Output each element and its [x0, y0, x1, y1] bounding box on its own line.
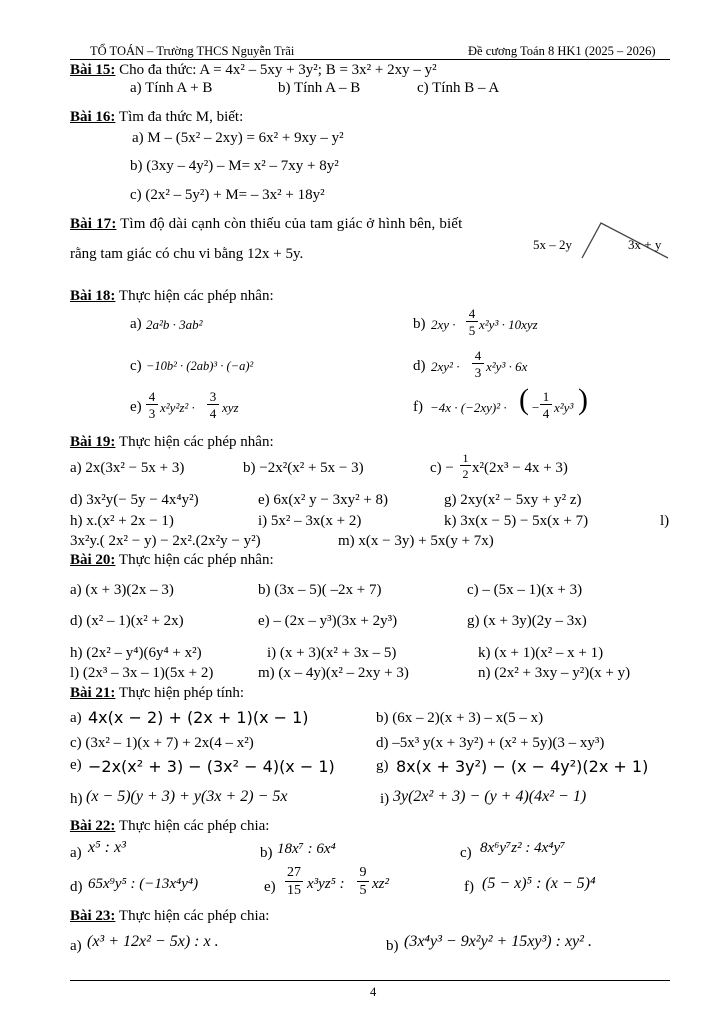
- bai18-text: Thực hiện các phép nhân:: [115, 288, 274, 304]
- bai21-g: 8x(x + 3y²) − (x − 4y²)(2x + 1): [396, 757, 649, 776]
- bai18-d-label: d): [413, 358, 426, 374]
- bai18-e-den2: 4: [209, 406, 217, 421]
- bai20-c: c) – (5x – 1)(x + 3): [467, 582, 583, 598]
- bai20-text: Thực hiện các phép nhân:: [115, 552, 274, 568]
- bai21-heading: [70, 685, 244, 702]
- bai18-d-den: 3: [474, 365, 482, 380]
- bai18-b-label: b): [413, 316, 426, 332]
- bai18-b-pre: 2xy ·: [431, 317, 456, 332]
- triangle-side-left: 5x – 2y: [533, 237, 572, 252]
- triangle-figure: [525, 212, 675, 272]
- bai18-f-num: 1: [540, 390, 552, 405]
- bai18-f-lparen: (: [519, 383, 529, 416]
- bai23-a: (x³ + 12x² − 5x) : x .: [87, 933, 219, 950]
- bai18-d-pre: 2xy² ·: [431, 359, 460, 374]
- bai18-f-rparen: ): [578, 383, 588, 416]
- bai22-e-mid: x³yz⁵ :: [307, 876, 345, 892]
- bai23-heading: [70, 908, 269, 925]
- bai22-b: 18x⁷ : 6x⁴: [277, 841, 336, 857]
- bai19-k: k) 3x(x − 5) − 5x(x + 7): [444, 513, 589, 529]
- bai20-l: l) (2x³ – 3x – 1)(5x + 2): [70, 665, 214, 681]
- page-number: 4: [370, 985, 377, 999]
- footer-rule: [70, 980, 670, 981]
- bai21-text: Thực hiện phép tính:: [115, 685, 245, 701]
- bai22-e-frac1: [285, 866, 303, 898]
- bai22-f-label: f): [464, 879, 474, 895]
- triangle-side-right: 3x + y: [628, 237, 662, 252]
- bai18-a-label: a): [130, 316, 142, 332]
- bai18-e-mid: x²y²z² ·: [160, 400, 195, 415]
- bai23-b: (3x⁴y³ − 9x²y² + 15xy³) : xy² .: [404, 933, 592, 950]
- bai16-b: b) (3xy – 4y²) – M= x² – 7xy + 8y²: [130, 158, 339, 174]
- bai19-heading: [70, 434, 274, 451]
- bai18-c: −10b² · (2ab)³ · (−a)²: [146, 359, 254, 373]
- bai18-b-den: 5: [468, 323, 476, 338]
- bai18-f-den: 4: [542, 406, 550, 421]
- bai18-d-frac: [472, 349, 484, 379]
- bai15-a: a) Tính A + B: [130, 80, 213, 96]
- bai18-f-frac: [540, 390, 552, 420]
- bai19-b: b) −2x²(x² + 5x − 3): [243, 460, 364, 476]
- bai18-e-num2: 3: [207, 390, 219, 405]
- bai20-g: g) (x + 3y)(2y – 3x): [467, 613, 587, 629]
- bai21-i-label: i): [380, 791, 390, 807]
- bai22-e-den2: 5: [359, 883, 367, 898]
- bai20-title: Bài 20:: [70, 552, 116, 568]
- bai18-title: Bài 18:: [70, 288, 116, 304]
- bai20-d: d) (x² – 1)(x² + 2x): [70, 613, 184, 629]
- bai15-text: Cho đa thức: A = 4x² – 5xy + 3y²; B = 3x² + 2xy – y²: [115, 62, 437, 78]
- bai22-a-label: a): [70, 845, 82, 861]
- bai15-title: Bài 15:: [70, 62, 116, 78]
- bai21-title: Bài 21:: [70, 685, 116, 701]
- bai21-h-label: h): [70, 791, 83, 807]
- bai21-g-label: g): [376, 758, 389, 774]
- bai19-c-pre: c) −: [430, 460, 454, 476]
- bai21-b: b) (6x – 2)(x + 3) – x(5 – x): [376, 710, 544, 726]
- bai15-b: b) Tính A – B: [278, 80, 361, 96]
- bai18-e-frac1: [146, 390, 158, 420]
- bai19-m: m) x(x − 3y) + 5x(y + 7x): [338, 533, 494, 549]
- bai22-e-label: e): [264, 879, 276, 895]
- bai20-a: a) (x + 3)(2x – 3): [70, 582, 174, 598]
- bai22-d-label: d): [70, 879, 83, 895]
- bai20-k: k) (x + 1)(x² – x + 1): [478, 645, 604, 661]
- bai22-b-label: b): [260, 845, 273, 861]
- bai18-b-frac: [466, 307, 478, 337]
- bai18-heading: [70, 288, 274, 305]
- bai22-d: 65x⁹y⁵ : (−13x⁴y⁴): [88, 876, 199, 892]
- bai21-a: 4x(x − 2) + (2x + 1)(x − 1): [88, 708, 309, 727]
- bai19-d: d) 3x²y(− 5y − 4x⁴y²): [70, 492, 199, 508]
- bai16-a: a) M – (5x² – 2xy) = 6x² + 9xy – y²: [132, 130, 344, 146]
- bai19-c-frac: [460, 452, 471, 480]
- bai18-f-label: f): [413, 399, 423, 415]
- bai21-e: −2x(x² + 3) − (3x² − 4)(x − 1): [88, 757, 335, 776]
- bai19-l: 3x²y.( 2x² − y) − 2x².(2x²y − y²): [70, 533, 261, 549]
- bai18-d-post: x²y³ · 6x: [486, 359, 528, 374]
- bai17-text1: Tìm độ dài cạnh còn thiếu của tam giác ở hình bên, biết: [116, 216, 463, 232]
- bai18-e-label: e): [130, 399, 142, 415]
- bai22-f: (5 − x)⁵ : (x − 5)⁴: [482, 875, 596, 892]
- bai19-h: h) x.(x² + 2x − 1): [70, 513, 174, 529]
- bai20-heading: [70, 552, 274, 569]
- bai22-title: Bài 22:: [70, 818, 116, 834]
- bai19-title: Bài 19:: [70, 434, 116, 450]
- bai16-c: c) (2x² – 5y²) + M= – 3x² + 18y²: [130, 187, 325, 203]
- bai19-e: e) 6x(x² y − 3xy² + 8): [258, 492, 389, 508]
- bai18-b-num: 4: [466, 307, 478, 322]
- header-right: Đề cương Toán 8 HK1 (2025 – 2026): [468, 44, 656, 58]
- bai18-b-post: x²y³ · 10xyz: [479, 317, 538, 332]
- bai18-f-sign: −: [531, 400, 540, 415]
- bai21-i: 3y(2x² + 3) − (y + 4)(4x² − 1): [393, 788, 587, 805]
- bai20-h: h) (2x² – y⁴)(6y⁴ + x²): [70, 645, 202, 661]
- bai21-e-label: e): [70, 757, 82, 773]
- bai21-d: d) –5x³ y(x + 3y²) + (x² + 5y)(3 – xy³): [376, 735, 605, 751]
- bai17-line1: [70, 216, 462, 233]
- bai23-a-label: a): [70, 938, 82, 954]
- bai19-l-label: l): [660, 513, 670, 529]
- bai16-heading: [70, 109, 243, 126]
- bai19-g: g) 2xy(x² − 5xy + y² z): [444, 492, 582, 508]
- bai20-i: i) (x + 3)(x² + 3x – 5): [267, 645, 397, 661]
- bai18-e-post: xyz: [222, 400, 239, 415]
- bai17-line2: rằng tam giác có chu vi bằng 12x + 5y.: [70, 246, 304, 262]
- bai22-a: x⁵ : x³: [88, 839, 126, 856]
- bai18-c-label: c): [130, 358, 142, 374]
- bai22-c: 8x⁶y⁷z² : 4x⁴y⁷: [480, 840, 566, 856]
- bai22-c-label: c): [460, 845, 472, 861]
- bai16-text: Tìm đa thức M, biết:: [115, 109, 244, 125]
- bai21-h: (x − 5)(y + 3) + y(3x + 2) − 5x: [86, 788, 288, 805]
- bai22-heading: [70, 818, 269, 835]
- bai23-text: Thực hiện các phép chia:: [115, 908, 270, 924]
- bai22-e-num2: 9: [357, 866, 369, 882]
- bai18-a: 2a²b · 3ab²: [146, 317, 203, 332]
- bai18-e-num1: 4: [146, 390, 158, 405]
- bai23-b-label: b): [386, 938, 399, 954]
- bai20-m: m) (x – 4y)(x² – 2xy + 3): [258, 665, 409, 681]
- header-left: TỔ TOÁN – Trường THCS Nguyễn Trãi: [90, 44, 295, 58]
- bai23-title: Bài 23:: [70, 908, 116, 924]
- bai21-c: c) (3x² – 1)(x + 7) + 2x(4 – x²): [70, 735, 254, 751]
- bai18-f-post: x²y³: [554, 400, 574, 415]
- bai22-e-den1: 15: [287, 883, 301, 898]
- bai22-e-post: xz²: [372, 876, 389, 892]
- bai20-e: e) – (2x – y³)(3x + 2y³): [258, 613, 398, 629]
- bai15-heading: [70, 62, 437, 79]
- bai18-e-den1: 3: [148, 406, 156, 421]
- bai22-e-frac2: [357, 866, 369, 898]
- bai16-title: Bài 16:: [70, 109, 116, 125]
- header-rule: [70, 59, 670, 60]
- bai17-title: Bài 17:: [70, 216, 117, 232]
- bai18-e-frac2: [207, 390, 219, 420]
- bai22-text: Thực hiện các phép chia:: [115, 818, 270, 834]
- bai19-c-post: x²(2x³ − 4x + 3): [472, 460, 568, 476]
- bai19-c-num: 1: [460, 452, 471, 466]
- bai20-n: n) (2x² + 3xy – y²)(x + y): [478, 665, 631, 681]
- bai19-a: a) 2x(3x² − 5x + 3): [70, 460, 185, 476]
- bai22-e-num1: 27: [287, 865, 301, 880]
- bai15-c: c) Tính B – A: [417, 80, 500, 96]
- bai20-b: b) (3x – 5)( –2x + 7): [258, 582, 382, 598]
- bai18-f-pre: −4x · (−2xy)² ·: [430, 400, 507, 415]
- bai19-c-den: 2: [462, 467, 469, 481]
- bai18-d-num: 4: [472, 349, 484, 364]
- bai21-a-label: a): [70, 710, 82, 726]
- bai19-i: i) 5x² – 3x(x + 2): [258, 513, 362, 529]
- bai19-text: Thực hiện các phép nhân:: [115, 434, 274, 450]
